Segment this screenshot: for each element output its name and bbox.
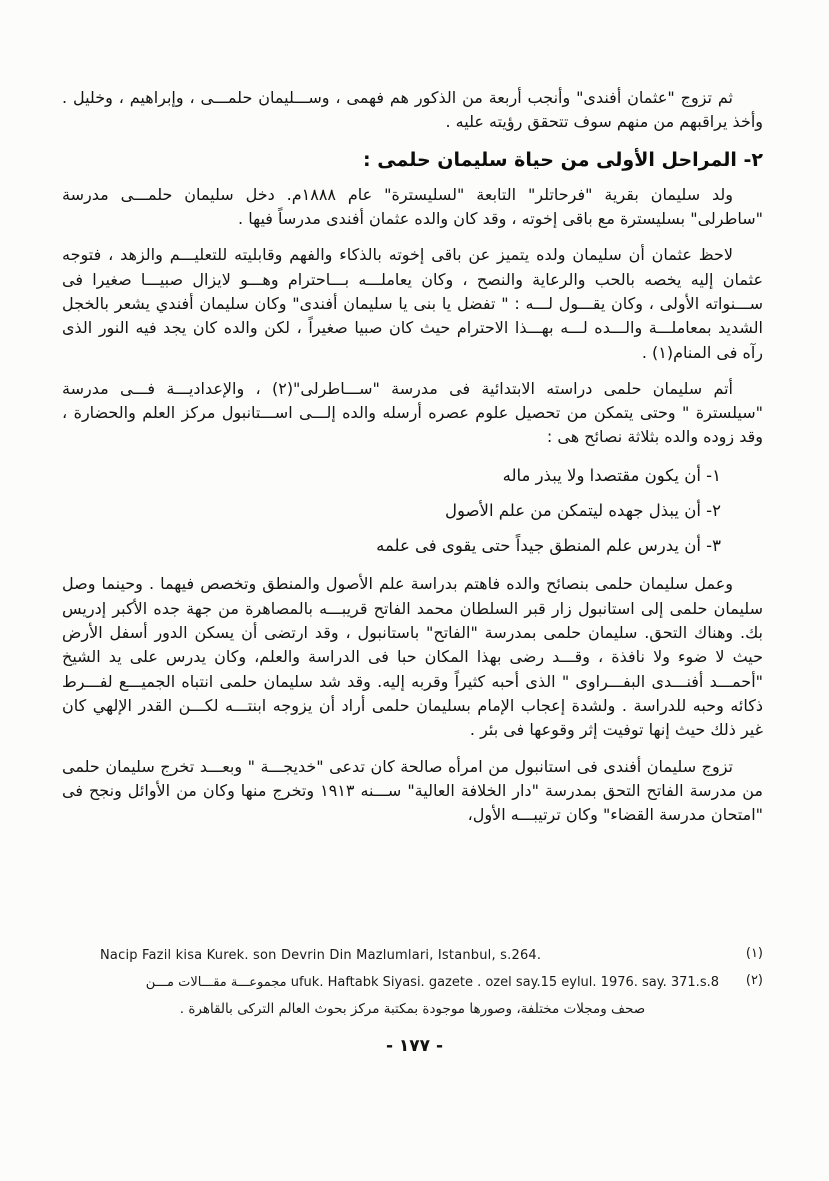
- footnote-2-text: ufuk. Haftabk Siyasi. gazete . ozel say.15 eylul. 1976. say. 371.s.8 مجموعـــة مقـــالات مـــن: [145, 974, 719, 990]
- footnote-2-continuation: صحف ومجلات مختلفة، وصورها موجودة بمكتبة مركز بحوث العالم التركى بالقاهرة .: [179, 1001, 646, 1017]
- paragraph-marriage: تزوج سليمان أفندى فى استانبول من امرأه صالحة كان تدعى "خديجـــة " وبعـــد تخرج سليمان حلمى من مدرسة الفاتح التحق بمدرسة "دار الخلافة العالية" ســـنه ١٩١٣ وتخرج منها وكان من الأوائل ونجح فى "امتحان مدرسة القضاء" وكان ترتيبـــه الأول،: [62, 756, 764, 825]
- paragraph-childhood: لاحظ عثمان أن سليمان ولده يتميز عن باقى إخوته بالذكاء والفهم وقابليته للتعليـــم والزهد ، فتوجه عثمان إليه يخصه بالحب والرعاية والنصح ، وكان يعاملـــه بـــاحترام وهـــو لايزال صبيـــا صغيرا فى ســـنواته الأولى ، وكان يقـــول لـــه : " تفضل يا بنى يا سليمان أفندى" وكان سليمان أفندي يشعر بالخجل الشديد بمعاملـــة والـــده لـــه بهـــذا الاحترام حيث كان صبيا صغيراً ، لكن والده كان يجد فيه النور الذى رآه فى المنام(١) .: [62, 245, 763, 362]
- footnote-1-text: Nacip Fazil kisa Kurek. son Devrin Din Mazlumlari, Istanbul, s.264.: [100, 948, 542, 963]
- advice-list: [62, 462, 763, 561]
- footnotes-section: [62, 946, 763, 1021]
- paragraph-intro: ثم تزوج "عثمان أفندى" وأنجب أربعة من الذكور هم فهمى ، وســـليمان حلمـــى ، وإبراهيم ، وخليل . وأخذ يراقبهم من منهم سوف تتحقق رؤيته عليه .: [62, 88, 763, 132]
- footnote-2: [62, 973, 763, 993]
- paragraph-education: أتم سليمان حلمى دراسته الابتدائية فى مدرسة "ســـاطرلى"(٢) ، والإعداديـــة فـــى مدرسة "سيلسترة " وحتى يتمكن من تحصيل علوم عصره أرسله والده إلـــى اســـتانبول مركز العلم والحضارة ، وقد زوده والده بثلاثة نصائح هى :: [62, 378, 763, 447]
- list-item-1: ١- أن يكون مقتصدا ولا يبذر ماله: [502, 465, 721, 485]
- list-item-2: ٢- أن يبذل جهده ليتمكن من علم الأصول: [445, 500, 721, 520]
- page-number: - ١٧٧ -: [385, 1036, 444, 1056]
- footnote-2-marker: (٢): [745, 972, 763, 988]
- section-heading: ٢- المراحل الأولى من حياة سليمان حلمى :: [363, 148, 763, 171]
- paragraph-istanbul: وعمل سليمان حلمى بنصائح والده فاهتم بدراسة علم الأصول والمنطق وتخصص فيهما . وحينما وصل سليمان حلمى إلى استانبول زار قبر السلطان محمد الفاتح قريبـــه بالمصاهرة من جهة جده الأكبر إدريس بك. وهناك التحق. سليمان حلمى بمدرسة "الفاتح" باستانبول ، وقد ارتضى أن يسكن الدور أسفل الأرض حيث لا ضوء ولا نافذة ، وقـــد رضى بهذا المكان حبا فى الدراسة والعلم، وكان يدرس على يد الشيخ "أحمـــد أفنـــدى البفـــراوى " الذى أحبه كثيراً وقربه إليه. وقد شد سليمان حلمى انتباه الجميـــع لفـــرط ذكائه وحبه للدراسة . ولشدة إعجاب الإمام بسليمان حلمى أراد أن يزوجه ابنتـــه لكـــن القدر الإلهي كان غير ذلك حيث إنها توفيت إثر وقوعها فى بئر .: [62, 574, 763, 740]
- list-item-3: ٣- أن يدرس علم المنطق جيداً حتى يقوى فى علمه: [376, 535, 721, 555]
- footnote-1-marker: (١): [745, 946, 763, 961]
- paragraph-birth: ولد سليمان بقرية "فرحاتلر" التابعة "لسليسترة" عام ١٨٨٨م. دخل سليمان حلمـــى مدرسة "ساطرلى" بسليسترة مع باقى إخوته ، وقد كان والده عثمان أفندى مدرساً فيها .: [62, 184, 763, 228]
- document-page: [62, 86, 763, 840]
- footnote-1: [62, 946, 763, 966]
